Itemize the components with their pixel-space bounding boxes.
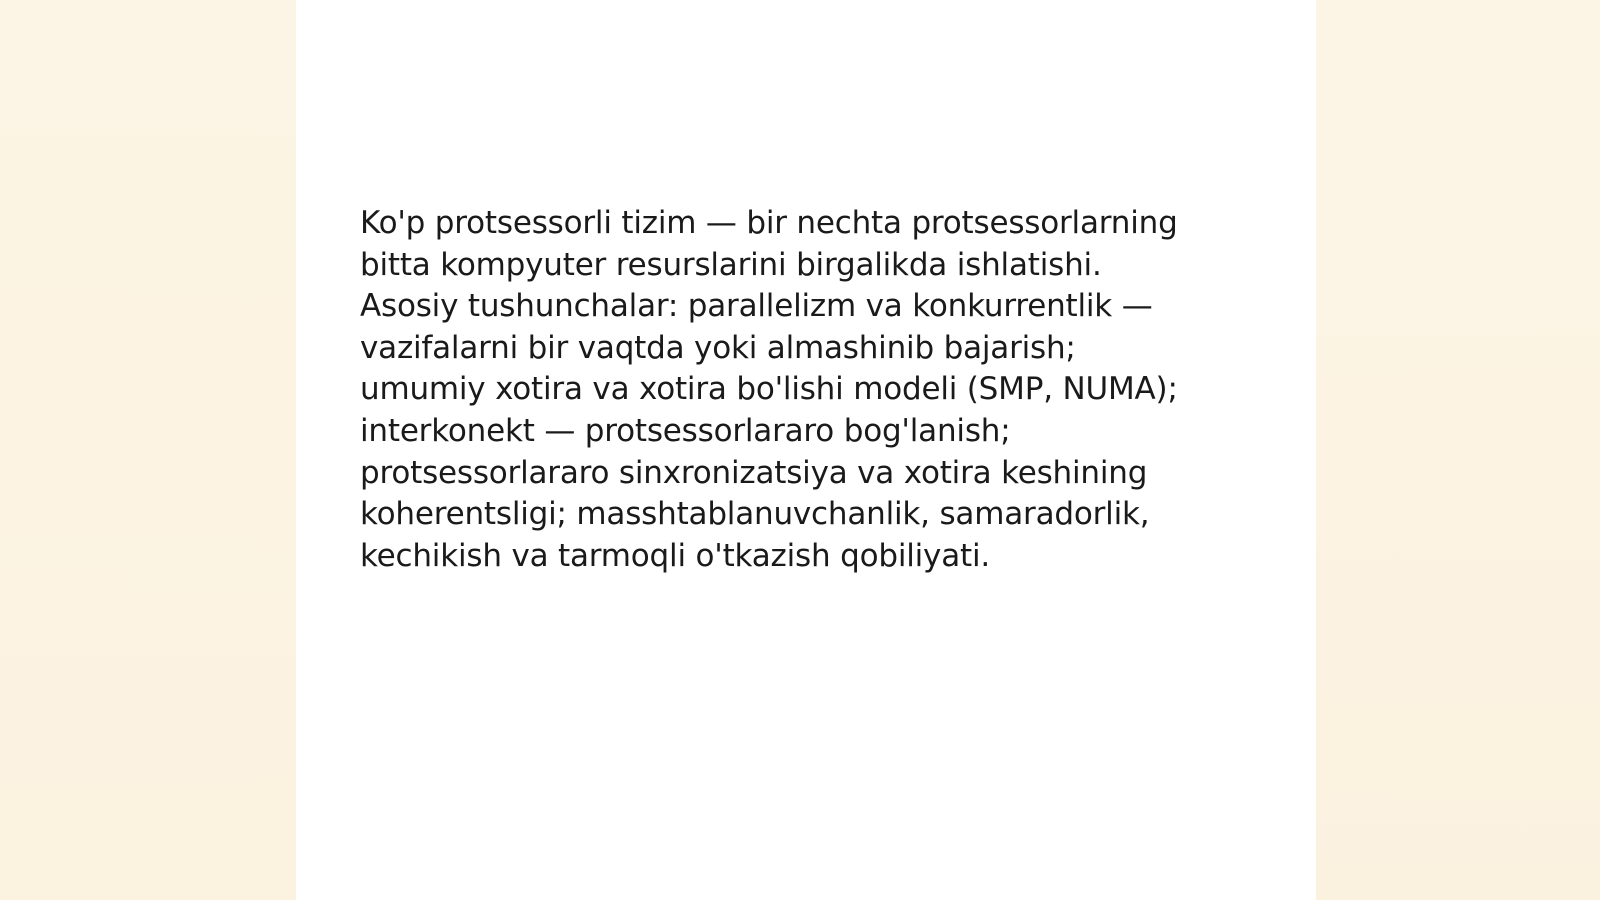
- body-line: protsessorlararo sinxronizatsiya va xotira keshining: [360, 454, 1148, 491]
- slide-body-text: [360, 203, 1260, 577]
- body-line: vazifalarni bir vaqtda yoki almashinib bajarish;: [360, 329, 1076, 366]
- body-line: Ko'p protsessorli tizim — bir nechta protsessorlarning: [360, 205, 1178, 241]
- right-margin-area: [1316, 0, 1600, 900]
- body-line: interkonekt — protsessorlararo bog'lanish;: [360, 412, 1011, 449]
- body-line: kechikish va tarmoqli o'tkazish qobiliyati.: [360, 537, 991, 574]
- left-margin-area: [0, 0, 296, 900]
- body-line: umumiy xotira va xotira bo'lishi modeli (SMP, NUMA);: [360, 371, 1178, 408]
- slide: [296, 0, 1316, 900]
- body-line: bitta kompyuter resurslarini birgalikda ishlatishi.: [360, 246, 1102, 283]
- body-line: koherentsligi; masshtablanuvchanlik, samaradorlik,: [360, 496, 1150, 533]
- body-line: Asosiy tushunchalar: parallelizm va konkurrentlik —: [360, 288, 1153, 325]
